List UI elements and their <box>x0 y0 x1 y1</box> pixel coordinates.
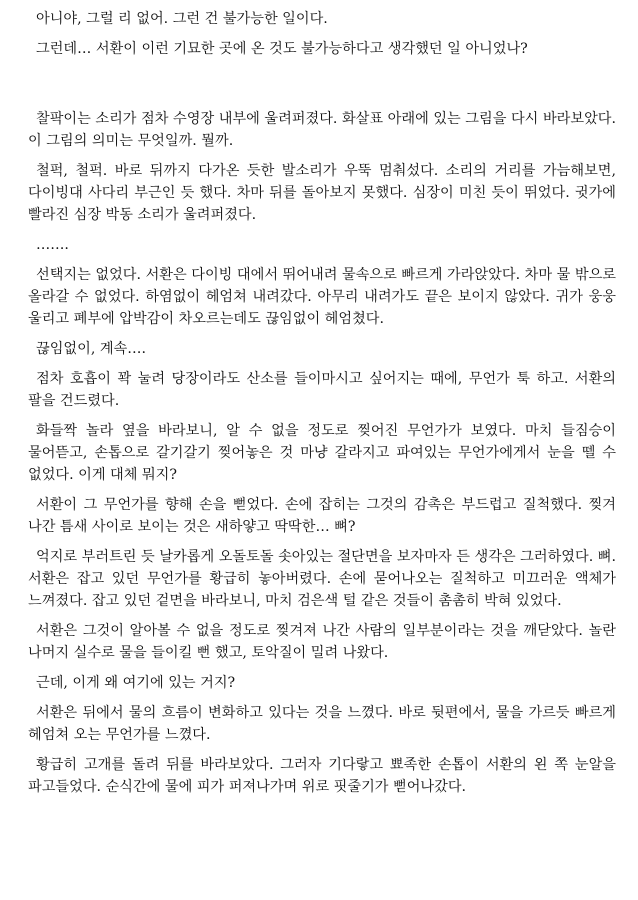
paragraph-14: 서환은 뒤에서 물의 흐름이 변화하고 있다는 것을 느꼈다. 바로 뒷편에서, 물을 가르듯 빠르게 헤엄쳐 오는 무언가를 느꼈다. <box>28 705 616 743</box>
paragraph-10: 서환이 그 무언가를 향해 손을 뻗었다. 손에 잡히는 그것의 감촉은 부드럽고 질척했다. 찢겨 나간 틈새 사이로 보이는 것은 새하얗고 딱딱한… 뼈? <box>28 497 616 535</box>
paragraph-7: 끊임없이, 계속…. <box>36 341 146 357</box>
paragraph-5: ……. <box>36 237 69 253</box>
paragraph-1: 아니야, 그럴 리 없어. 그런 건 불가능한 일이다. <box>36 11 328 27</box>
paragraph-11: 억지로 부러트린 듯 날카롭게 오돌토돌 솟아있는 절단면을 보자마자 든 생각은 그러하였다. 뼈. 서환은 잡고 있던 무언가를 황급히 놓아버렸다. 손에 묻어나오는 질척하고 미끄러운 액체가 느껴졌다. 잡고 있던 겉면을 바라보니, 마치 검은색 털 같은 것들이 촘촘히 박혀 있었다. <box>28 549 616 609</box>
paragraph-13: 근데, 이게 왜 여기에 있는 거지? <box>36 675 236 691</box>
paragraph-15: 황급히 고개를 돌려 뒤를 바라보았다. 그러자 기다랗고 뾰족한 손톱이 서환의 왼 쪽 눈알을 파고들었다. 순식간에 물에 피가 퍼져나가며 위로 핏줄기가 뻗어나갔다. <box>28 757 616 795</box>
paragraph-4: 철퍽, 철퍽. 바로 뒤까지 다가온 듯한 발소리가 우뚝 멈춰섰다. 소리의 거리를 가늠해보면, 다이빙대 사다리 부근인 듯 했다. 차마 뒤를 돌아보지 못했다. 심장이 미친 듯이 뛰었다. 귓가에 빨라진 심장 박동 소리가 울려퍼졌다. <box>28 163 616 223</box>
paragraph-8: 점차 호흡이 꽉 눌려 당장이라도 산소를 들이마시고 싶어지는 때에, 무언가 툭 하고. 서환의 팔을 건드렸다. <box>28 371 616 409</box>
paragraph-12: 서환은 그것이 알아볼 수 없을 정도로 찢겨져 나간 사람의 일부분이라는 것을 깨닫았다. 놀란 나머지 실수로 물을 들이킬 뻔 했고, 토악질이 밀려 나왔다. <box>28 623 616 661</box>
section-break <box>28 68 616 108</box>
paragraph-9: 화들짝 놀라 옆을 바라보니, 알 수 없을 정도로 찢어진 무언가가 보였다. 마치 들짐승이 물어뜯고, 손톱으로 갈기갈기 찢어놓은 것 마냥 갈라지고 파여있는 무언가에게서 눈을 뗄 수 없었다. 이게 대체 뭐지? <box>28 423 616 483</box>
paragraph-3: 찰팍이는 소리가 점차 수영장 내부에 울려퍼졌다. 화살표 아래에 있는 그림을 다시 바라보았다. 이 그림의 의미는 무엇일까. 뭘까. <box>28 111 616 149</box>
paragraph-2: 그런데… 서환이 이런 기묘한 곳에 온 것도 불가능하다고 생각했던 일 아니었나? <box>36 41 528 57</box>
paragraph-6: 선택지는 없었다. 서환은 다이빙 대에서 뛰어내려 물속으로 빠르게 가라앉았다. 차마 물 밖으로 올라갈 수 없었다. 하염없이 헤엄쳐 내려갔다. 아무리 내려가도 끝은 보이지 않았다. 귀가 웅웅 울리고 폐부에 압박감이 차오르는데도 끊임없이 헤엄쳤다. <box>28 267 616 327</box>
